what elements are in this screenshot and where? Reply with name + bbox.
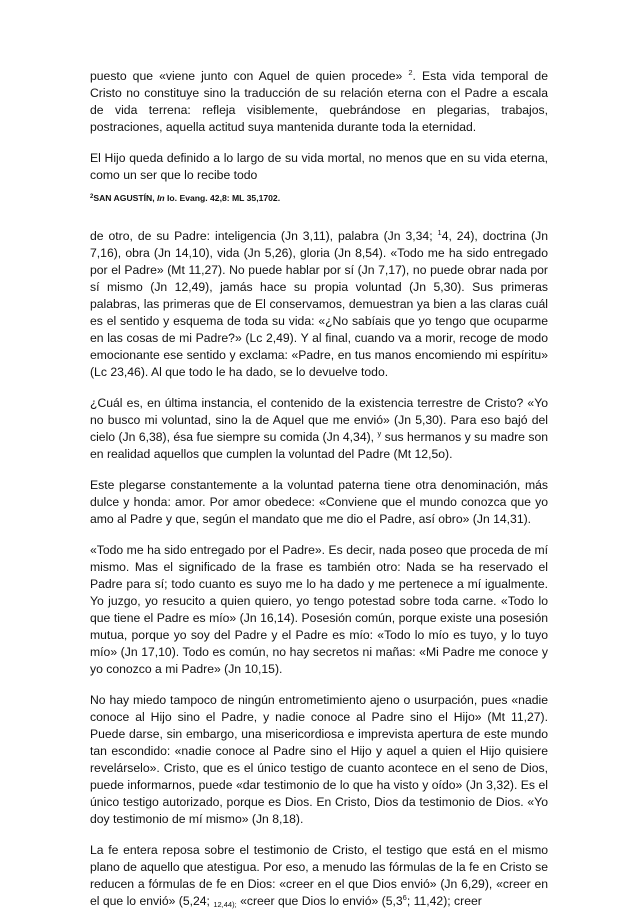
paragraph-5: Este plegarse constantemente a la voluntad paterna tiene otra denominación, más dulce y honda: amor. Por amor obedece: «Conviene que el mundo conozca que yo amo al Padre y que, según el mandato que me dio el Padre, así obro» (Jn 14,31). (90, 478, 548, 526)
paragraph-1: puesto que «viene junto con Aquel de quien procede» $^2$. Esta vida temporal de Cristo no constituye sino la traducción de su relación eterna con el Padre a escala de vida terrena: refleja visiblemente, quebrándose en plegarias, trabajos, postraciones, aquella actitud suya mantenida durante toda la eternidad. (90, 68, 548, 134)
paragraph-7: No hay miedo tampoco de ningún entrometimiento ajeno o usurpación, pues «nadie conoce al Hijo sino el Padre, y nadie conoce al Padre sino el Hijo» (Mt 11,27). Puede darse, sin embargo, una misericordiosa e imprevista apertura de este mundo tan escondido: «nadie conoce al Padre sino el Hijo y aquel a quien el Hijo quisiere revelárselo». Cristo, que es el único testigo de cuanto acontece en el seno de Dios, puede informarnos, puede «dar testimonio de lo que ha visto y oído» (Jn 3,32). Es el único testigo autorizado, porque es Dios. En Cristo, Dios da testimonio de Dios. «Yo doy testimonio de mí mismo» (Jn 8,18). (90, 693, 548, 826)
paragraph-2: El Hijo queda definido a lo largo de su vida mortal, no menos que en su vida eterna, como un ser que lo recibe todo (90, 151, 548, 182)
paragraph-6: «Todo me ha sido entregado por el Padre». Es decir, nada poseo que proceda de mí mismo. Mas el significado de la frase es también otro: Nada se ha reservado el Padre para sí; todo cuanto es suyo me lo ha dado y me pertenece a mí igualmente. Yo juzgo, yo resucito a quien quiero, yo tengo potestad sobre toda carne. «Todo lo que tiene el Padre es mío» (Jn 16,14). Posesión común, porque existe una posesión mutua, porque yo soy del Padre y el Padre es mío: «Todo lo mío es tuyo, y lo tuyo mío» (Jn 17,10). Todo es común, no hay secretos ni mañas: «Mi Padre me conoce y yo conozco a mi Padre» (Jn 10,15). (90, 543, 548, 676)
footnote-mark: 2 (90, 194, 94, 200)
footnote-ref: 2 (408, 68, 413, 77)
paragraph-3: de otro, de su Padre: inteligencia (Jn 3,11), palabra (Jn 3,34; $^1$4, 24), doctrina (Jn 7,16), obra (Jn 14,10), vida (Jn 5,26), gloria (Jn 8,54). «Todo me ha sido entregado por el Padre» (Mt 11,27). No puede hablar por sí (Jn 7,17), no puede obrar nada por sí mismo (Jn 12,49), jamás hace su propia voluntad (Jn 5,30). Sus primeras palabras, las primeras que de El conservamos, demuestran ya bien a las claras cuál es el sentido y esquema de toda su vida: «¿No sabíais que yo tengo que ocuparme en las cosas de mi Padre?» (Lc 2,49). Y al final, cuando va a morir, recoge de modo emocionante ese sentido y exclama: «Padre, en tus manos encomiendo mi espíritu» (Lc 23,46). Al que todo le ha dado, se lo devuelve todo. (90, 228, 548, 379)
paragraph-8: La fe entera reposa sobre el testimonio de Cristo, el testigo que está en el mismo plano de aquello que atestigua. Por eso, a menudo las fórmulas de la fe en Cristo se reducen a fórmulas de fe en Dios: «creer en el que Dios envió» (Jn 6,29), «creer en el que lo envió» (5,24; 12,44); «creer que Dios lo envió» ($5,3^6$; 11,42); creer (90, 843, 548, 909)
paragraph-4: ¿Cuál es, en última instancia, el contenido de la existencia terrestre de Cristo? «Yo no busco mi voluntad, sino la de Aquel que me envió» (Jn 5,30). Para eso bajó del cielo (Jn 6,38), ésa fue siempre su comida (Jn 4,34), $^y$ sus hermanos y su madre son en realidad aquellos que cumplen la voluntad del Padre (Mt 12,5o). (90, 396, 549, 461)
document-page (90, 68, 548, 924)
footnote: $^2$SAN AGUSTÍN, In Io. Evang. 42,8: ML 35,1702. (90, 193, 281, 203)
